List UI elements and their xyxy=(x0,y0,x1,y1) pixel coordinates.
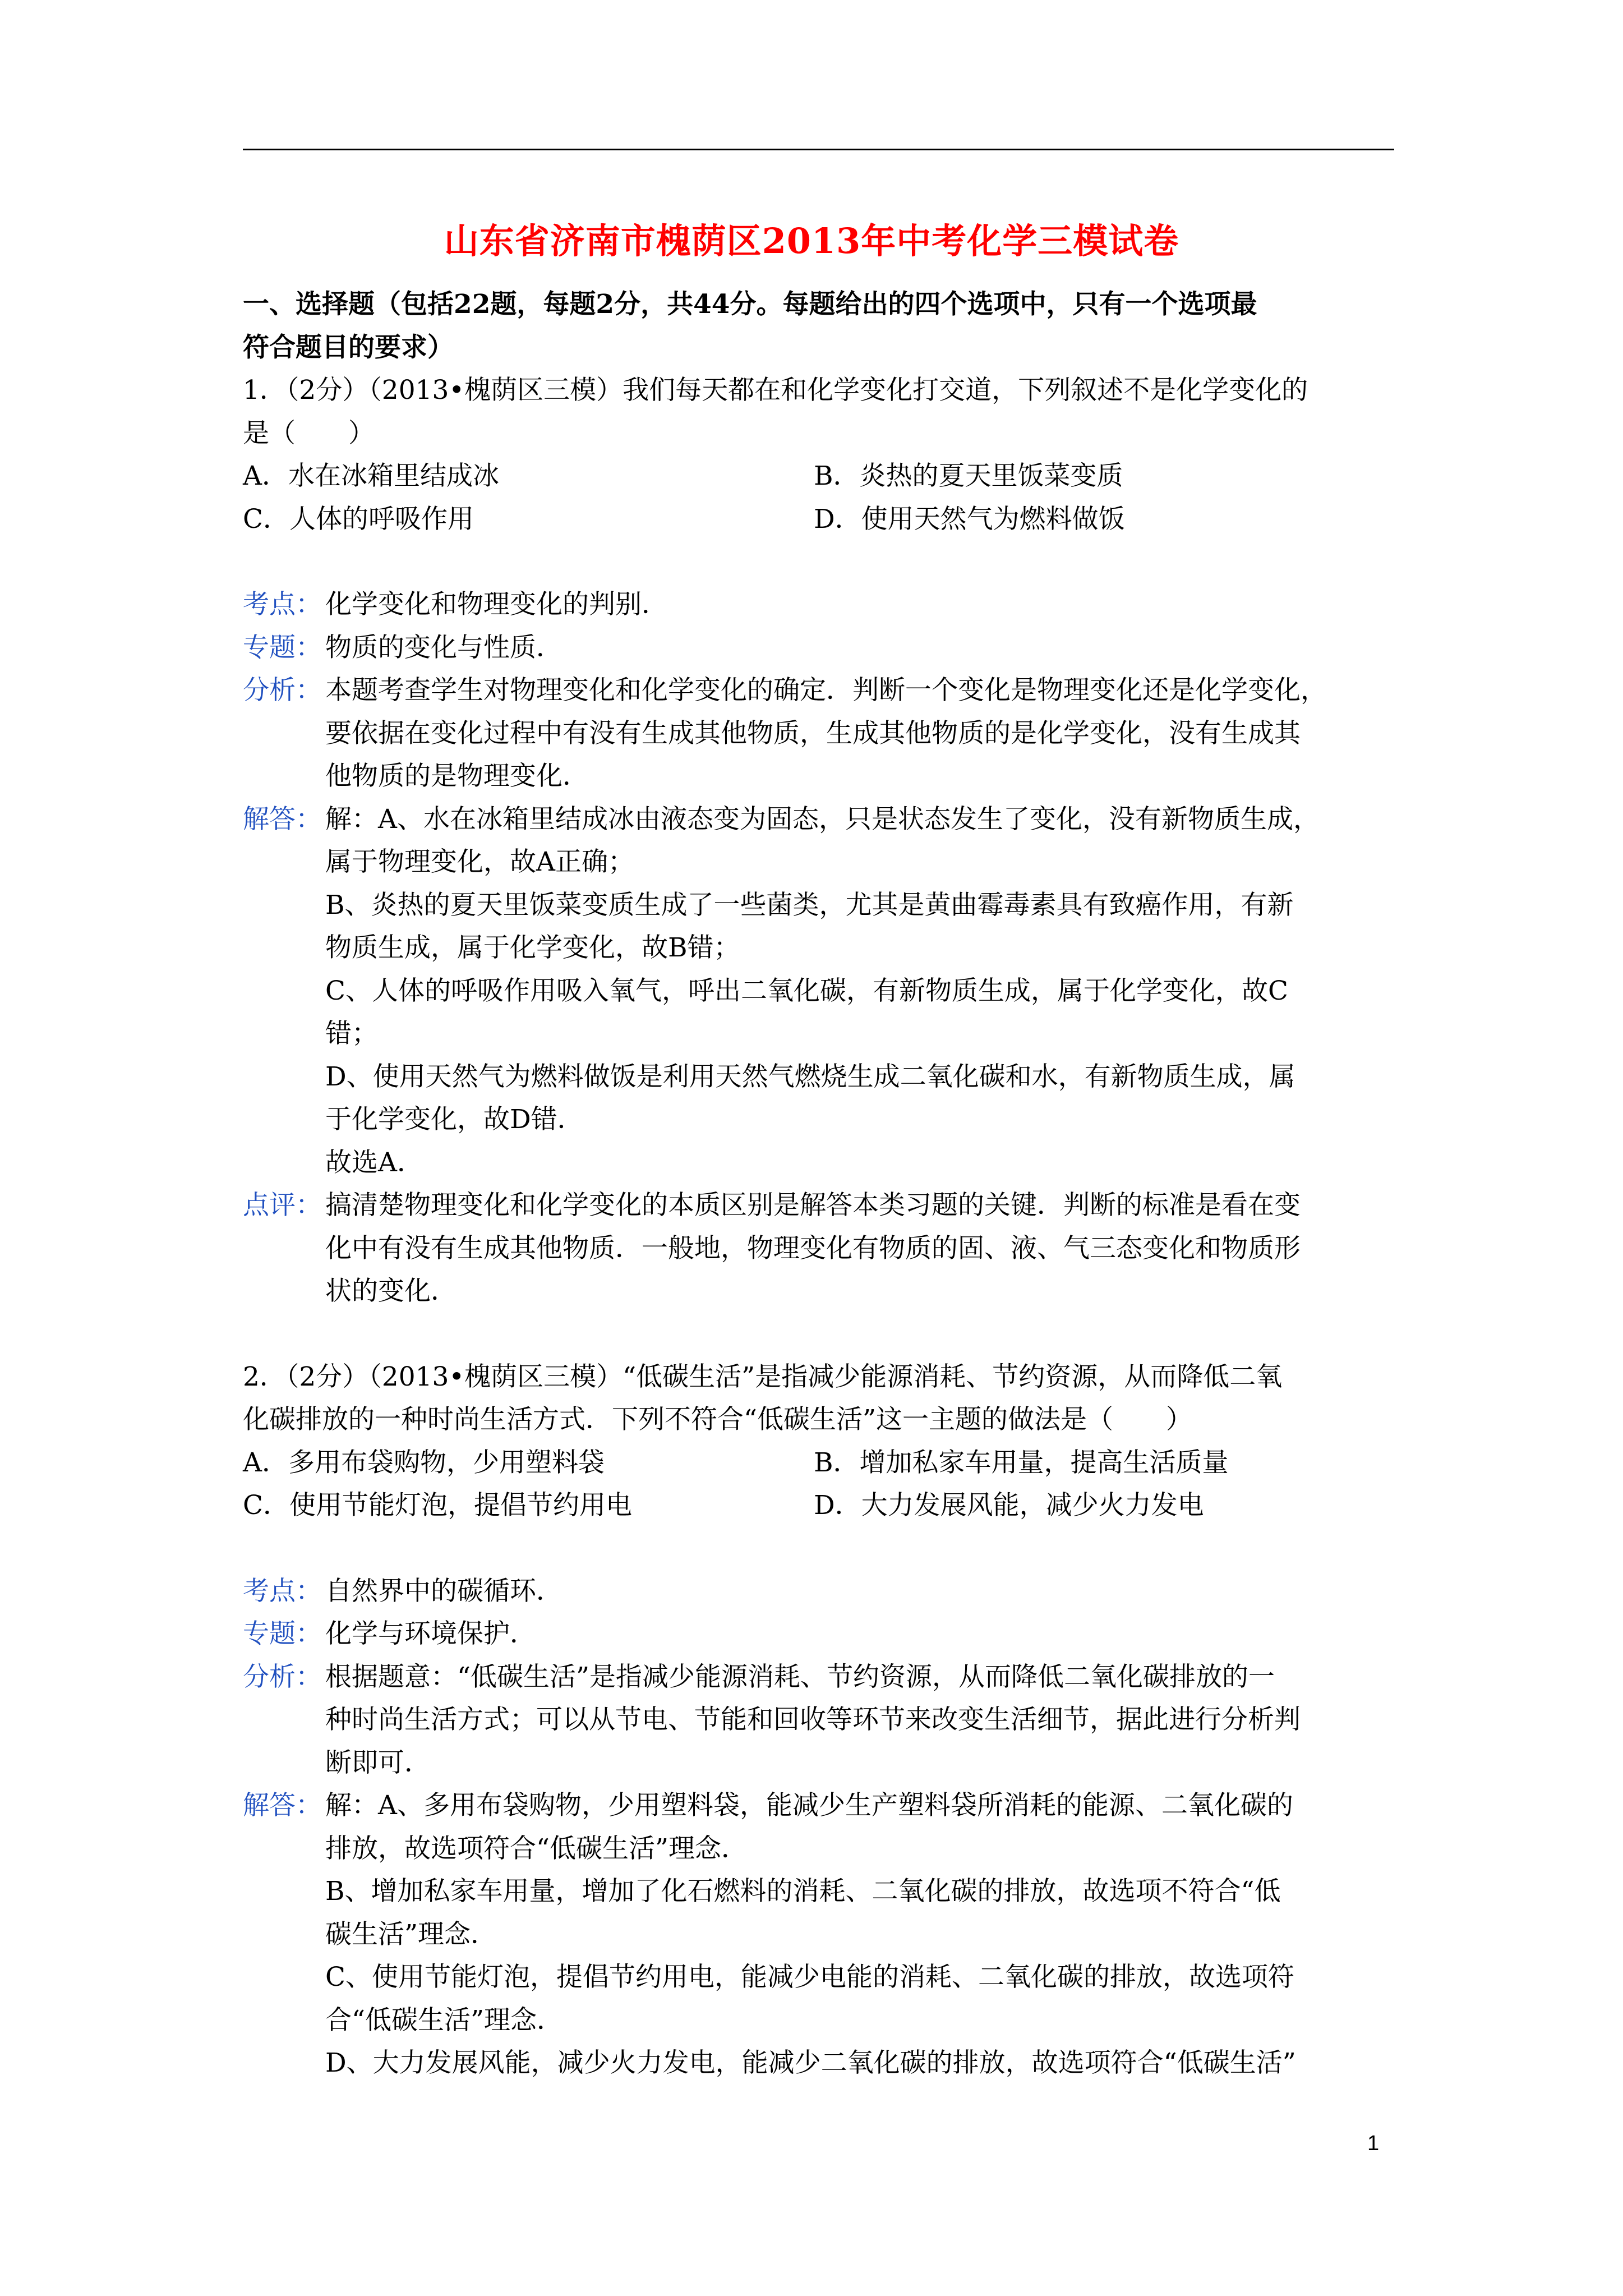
exam-title: 山东省济南市槐荫区2013年中考化学三模试卷 xyxy=(444,220,1179,261)
q2-stem-line-1: 2．（2分）（2013•槐荫区三模）“低碳生活”是指减少能源消耗、节约资源，从而降低二氧 xyxy=(243,1361,1283,1392)
q2-stem-line-2: 化碳排放的一种时尚生活方式．下列不符合“低碳生活”这一主题的做法是（ ） xyxy=(243,1404,1193,1435)
q2-option-a: A．多用布袋购物，少用塑料袋 xyxy=(243,1447,605,1478)
q1-jieda-line-3: B、炎热的夏天里饭菜变质生成了一些菌类，尤其是黄曲霉毒素具有致癌作用，有新 xyxy=(325,890,1294,921)
q2-kaodian-label: 考点： xyxy=(243,1576,322,1607)
q1-option-a: A．水在冰箱里结成冰 xyxy=(243,461,499,491)
q1-jieda-line-9: 故选A． xyxy=(325,1147,423,1178)
q2-fenxi-line-1: 根据题意：“低碳生活”是指减少能源消耗、节约资源，从而降低二氧化碳排放的一 xyxy=(325,1662,1275,1692)
q1-stem-line-1: 1．（2分）（2013•槐荫区三模）我们每天都在和化学变化打交道，下列叙述不是化学变化的 xyxy=(243,375,1308,406)
q1-jieda-line-8: 于化学变化，故D错． xyxy=(325,1104,584,1135)
q2-fenxi-line-2: 种时尚生活方式；可以从节电、节能和回收等环节来改变生活细节，据此进行分析判 xyxy=(325,1704,1301,1735)
q1-fenxi-line-2: 要依据在变化过程中有没有生成其他物质，生成其他物质的是化学变化，没有生成其 xyxy=(325,718,1301,749)
q1-jieda-line-5: C、人体的呼吸作用吸入氧气，呼出二氧化碳，有新物质生成，属于化学变化，故C xyxy=(325,976,1288,1006)
q2-jieda-line-4: 碳生活”理念． xyxy=(325,1919,497,1950)
q1-kaodian-label: 考点： xyxy=(243,589,322,620)
q2-option-d: D．大力发展风能，减少火力发电 xyxy=(814,1490,1204,1521)
q1-jieda-label: 解答： xyxy=(243,804,322,835)
section-header-line-2: 符合题目的要求） xyxy=(243,332,454,363)
q1-dianping-line-1: 搞清楚物理变化和化学变化的本质区别是解答本类习题的关键．判断的标准是看在变 xyxy=(325,1190,1301,1221)
q1-kaodian-text: 化学变化和物理变化的判别． xyxy=(325,589,668,620)
q2-zhuanti-label: 专题： xyxy=(243,1618,322,1649)
q2-kaodian-text: 自然界中的碳循环． xyxy=(325,1576,562,1607)
section-header-line-1: 一、选择题（包括22题，每题2分，共44分。每题给出的四个选项中，只有一个选项最 xyxy=(243,289,1257,320)
header-rule xyxy=(243,149,1394,150)
q2-jieda-line-3: B、增加私家车用量，增加了化石燃料的消耗、二氧化碳的排放，故选项不符合“低 xyxy=(325,1876,1281,1907)
q1-option-b: B．炎热的夏天里饭菜变质 xyxy=(814,461,1123,491)
q2-jieda-label: 解答： xyxy=(243,1790,322,1821)
q2-fenxi-label: 分析： xyxy=(243,1662,322,1692)
q2-option-b: B．增加私家车用量，提高生活质量 xyxy=(814,1447,1229,1478)
q1-jieda-line-2: 属于物理变化，故A正确； xyxy=(325,846,634,877)
q1-stem-line-2: 是（ ） xyxy=(243,418,375,449)
q2-fenxi-line-3: 断即可． xyxy=(325,1747,431,1778)
q2-jieda-line-1: 解：A、多用布袋购物，少用塑料袋，能减少生产塑料袋所消耗的能源、二氧化碳的 xyxy=(325,1790,1293,1821)
q1-fenxi-label: 分析： xyxy=(243,675,322,706)
q1-jieda-line-1: 解：A、水在冰箱里结成冰由液态变为固态，只是状态发生了变化，没有新物质生成， xyxy=(325,804,1320,835)
q2-option-c: C．使用节能灯泡，提倡节约用电 xyxy=(243,1490,632,1521)
q1-jieda-line-4: 物质生成，属于化学变化，故B错； xyxy=(325,932,740,963)
q2-jieda-line-5: C、使用节能灯泡，提倡节约用电，能减少电能的消耗、二氧化碳的排放，故选项符 xyxy=(325,1962,1294,1993)
q1-dianping-line-3: 状的变化． xyxy=(325,1276,457,1306)
q2-jieda-line-6: 合“低碳生活”理念． xyxy=(325,2005,564,2036)
q1-jieda-line-6: 错； xyxy=(325,1018,378,1049)
q1-fenxi-line-1: 本题考查学生对物理变化和化学变化的确定．判断一个变化是物理变化还是化学变化， xyxy=(325,675,1327,706)
q1-zhuanti-label: 专题： xyxy=(243,632,322,663)
q1-dianping-label: 点评： xyxy=(243,1190,322,1221)
q2-zhuanti-text: 化学与环境保护． xyxy=(325,1618,536,1649)
q1-zhuanti-text: 物质的变化与性质． xyxy=(325,632,562,663)
q2-jieda-line-2: 排放，故选项符合“低碳生活”理念． xyxy=(325,1833,748,1864)
q1-dianping-line-2: 化中有没有生成其他物质．一般地，物理变化有物质的固、液、气三态变化和物质形 xyxy=(325,1233,1301,1264)
q2-jieda-line-7: D、大力发展风能，减少火力发电，能减少二氧化碳的排放，故选项符合“低碳生活” xyxy=(325,2047,1296,2078)
page-number: 1 xyxy=(1367,2132,1380,2155)
q1-option-c: C．人体的呼吸作用 xyxy=(243,504,474,535)
q1-option-d: D．使用天然气为燃料做饭 xyxy=(814,504,1125,535)
q1-fenxi-line-3: 他物质的是物理变化． xyxy=(325,761,589,792)
q1-jieda-line-7: D、使用天然气为燃料做饭是利用天然气燃烧生成二氧化碳和水，有新物质生成，属 xyxy=(325,1061,1295,1092)
